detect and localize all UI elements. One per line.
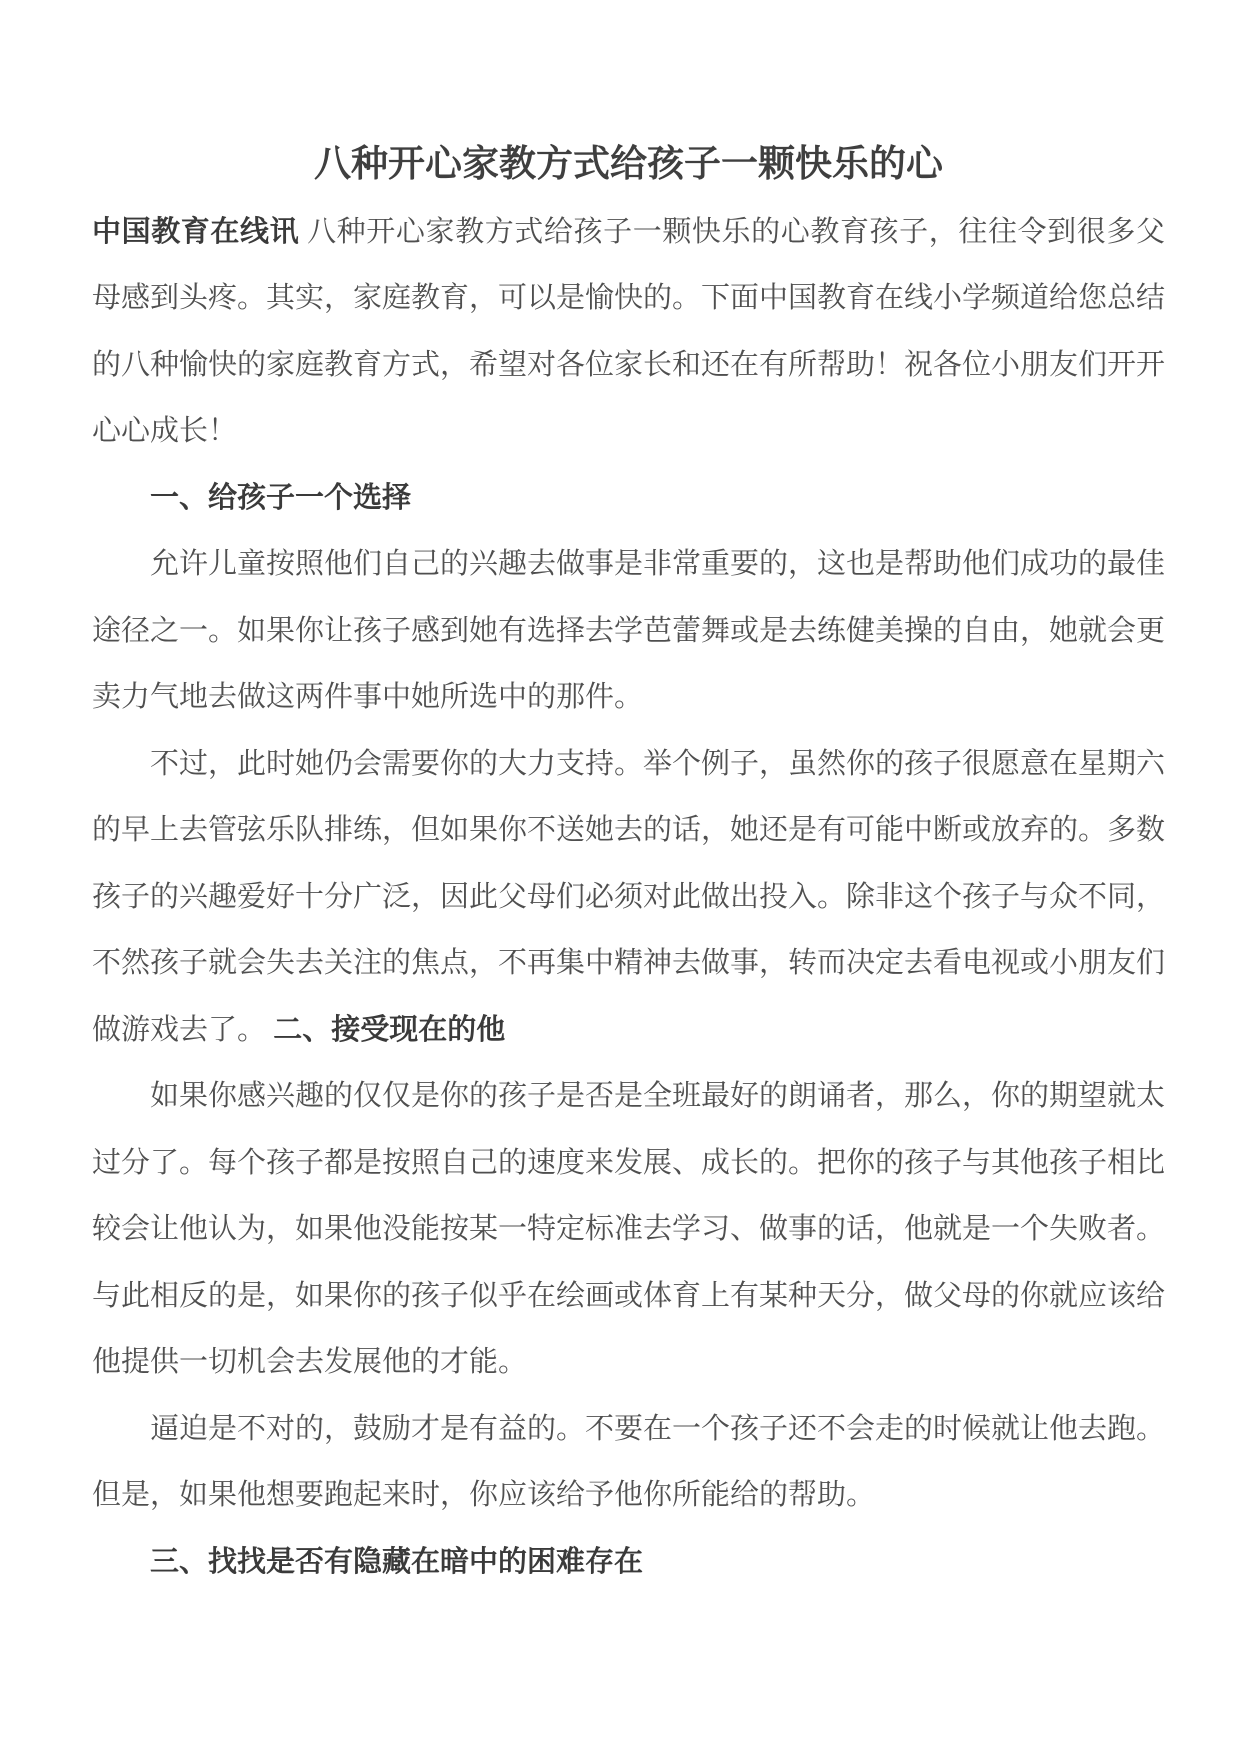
bold-text-segment: 一、给孩子一个选择 (150, 481, 412, 514)
bold-text-segment: 三、找找是否有隐藏在暗中的困难存在 (150, 1545, 644, 1578)
text-segment: 允许儿童按照他们自己的兴趣去做事是非常重要的，这也是帮助他们成功的最佳途径之一。如果你让孩子感到她有选择去学芭蕾舞或是去练健美操的自由，她就会更卖力气地去做这两件事中她所选中的那件。 (92, 548, 1166, 713)
text-segment: 逼迫是不对的，鼓励才是有益的。不要在一个孩子还不会走的时候就让他去跑。但是，如果他想要跑起来时，你应该给予他你所能给的帮助。 (92, 1412, 1166, 1511)
section-1-paragraph-1 (92, 531, 1165, 731)
heading-section-3 (92, 1529, 1165, 1596)
bold-text-segment: 二、接受现在的他 (273, 1013, 506, 1046)
bold-text-segment: 中国教育在线讯 (92, 215, 308, 248)
document-body (92, 199, 1165, 1596)
text-segment: 八种开心家教方式给孩子一颗快乐的心教育孩子，往往令到很多父母感到头疼。其实，家庭教育，可以是愉快的。下面中国教育在线小学频道给您总结的八种愉快的家庭教育方式，希望对各位家长和还在有所帮助！祝各位小朋友们开开心心成长！ (92, 215, 1166, 447)
intro-paragraph (92, 199, 1165, 465)
text-segment: 不过，此时她仍会需要你的大力支持。举个例子，虽然你的孩子很愿意在星期六的早上去管弦乐队排练，但如果你不送她去的话，她还是有可能中断或放弃的。多数孩子的兴趣爱好十分广泛，因此父母们必须对此做出投入。除非这个孩子与众不同，不然孩子就会失去关注的焦点，不再集中精神去做事，转而决定去看电视或小朋友们做游戏去了。 (92, 747, 1166, 1046)
heading-section-1 (92, 465, 1165, 532)
section-1-paragraph-2-with-heading-2 (92, 731, 1165, 1064)
document-title: 八种开心家教方式给孩子一颗快乐的心 (314, 144, 943, 185)
text-segment: 如果你感兴趣的仅仅是你的孩子是否是全班最好的朗诵者，那么，你的期望就太过分了。每个孩子都是按照自己的速度来发展、成长的。把你的孩子与其他孩子相比较会让他认为，如果他没能按某一特定标准去学习、做事的话，他就是一个失败者。与此相反的是，如果你的孩子似乎在绘画或体育上有某种天分，做父母的你就应该给他提供一切机会去发展他的才能。 (92, 1080, 1166, 1378)
section-2-paragraph-2 (92, 1396, 1165, 1529)
section-2-paragraph-1 (92, 1063, 1165, 1396)
